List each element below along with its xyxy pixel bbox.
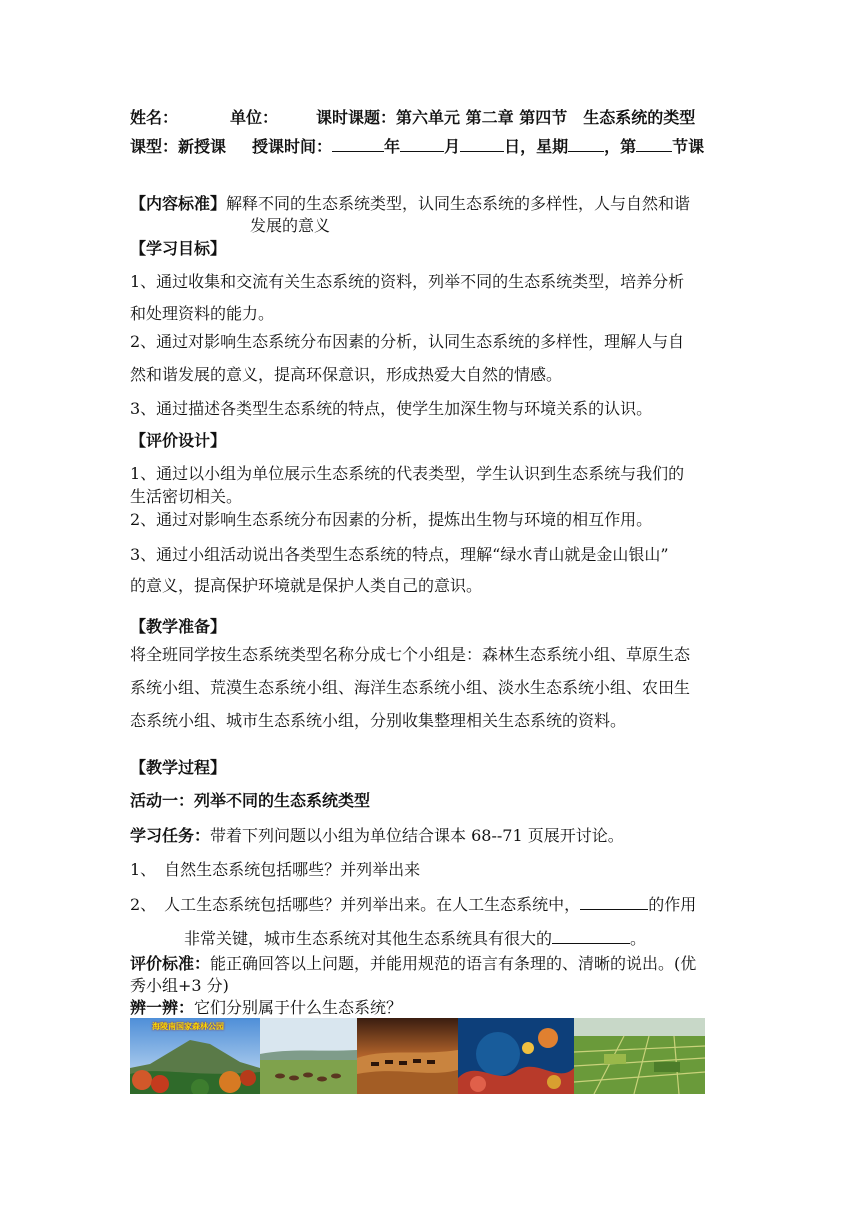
topic-label: 课时课题：: [316, 108, 397, 127]
day-label: 日，星期: [504, 137, 569, 156]
objectives-heading: 【学习目标】: [130, 239, 227, 258]
topic-value: 第六单元 第二章 第四节 生态系统的类型: [396, 108, 696, 127]
criteria-text-1: 能正确回答以上问题，并能用规范的语言有条理的、清晰的说出。(优: [210, 954, 697, 973]
identify-text: 它们分别属于什么生态系统？: [194, 998, 403, 1017]
question-2-blank-2: [552, 928, 630, 944]
identify-label: 辨一辨：: [130, 998, 195, 1017]
objective-line: 1、通过收集和交流有关生态系统的资料，列举不同的生态系统类型，培养分析: [130, 272, 685, 291]
evaluation-line: 3、通过小组活动说出各类型生态系统的特点，理解“绿水青山就是金山银山”: [130, 545, 669, 564]
content-standard-text-2: 发展的意义: [250, 216, 331, 235]
objective-line: 和处理资料的能力。: [130, 304, 275, 323]
ecosystem-photo-strip: [130, 1018, 705, 1094]
evaluation-line: 生活密切相关。: [130, 487, 243, 506]
name-label: 姓名：: [130, 108, 179, 127]
learning-task: [130, 826, 624, 846]
year-label: 年: [384, 137, 401, 156]
criteria: [130, 954, 696, 974]
forest-mountain-photo: [130, 1018, 260, 1094]
question-2-text-d: 。: [630, 929, 647, 948]
content-standard-text-1: 解释不同的生态系统类型，认同生态系统的多样性，人与自然和谐: [226, 194, 691, 213]
preparation-line: 将全班同学按生态系统类型名称分成七个小组是：森林生态系统小组、草原生态: [130, 645, 691, 664]
ocean-coral-photo: [458, 1018, 574, 1094]
evaluation-line: 2、通过对影响生态系统分布因素的分析，提炼出生物与环境的相互作用。: [130, 510, 653, 529]
content-standard-label: 【内容标准】: [130, 194, 227, 213]
header-line-2: [130, 136, 704, 157]
farmland-photo: [574, 1018, 705, 1094]
day-blank: [460, 136, 504, 152]
preparation-heading: 【教学准备】: [130, 617, 227, 636]
objective-line: 3、通过描述各类型生态系统的特点，使学生加深生物与环境关系的认识。: [130, 399, 653, 418]
task-label: 学习任务：: [130, 826, 211, 845]
criteria-label: 评价标准：: [130, 954, 211, 973]
unit-label: 单位：: [230, 108, 279, 127]
evaluation-line: 1、通过以小组为单位展示生态系统的代表类型，学生认识到生态系统与我们的: [130, 464, 685, 483]
activity-title: 活动一：列举不同的生态系统类型: [130, 791, 371, 810]
process-heading: 【教学过程】: [130, 758, 227, 777]
grassland-horses-photo: [260, 1018, 357, 1094]
period-blank: [636, 136, 672, 152]
period-suffix: 节课: [672, 137, 705, 156]
month-label: 月: [444, 137, 461, 156]
month-blank: [400, 136, 444, 152]
evaluation-heading: 【评价设计】: [130, 431, 227, 450]
header-line-1: [130, 108, 695, 128]
objective-line: 2、通过对影响生态系统分布因素的分析，认同生态系统的多样性，理解人与自: [130, 332, 685, 351]
preparation-line: 系统小组、荒漠生态系统小组、海洋生态系统小组、淡水生态系统小组、农田生: [130, 678, 691, 697]
objective-line: 然和谐发展的意义，提高环保意识，形成热爱大自然的情感。: [130, 365, 563, 384]
period-prefix: ，第: [604, 137, 637, 156]
type-value: 新授课: [178, 137, 227, 156]
criteria-text-2: 秀小组+3 分): [130, 976, 229, 995]
question-2-text-b: 的作用: [648, 895, 697, 914]
evaluation-line: 的意义，提高保护环境就是保护人类自己的意识。: [130, 576, 483, 595]
preparation-line: 态系统小组、城市生态系统小组，分别收集整理相关生态系统的资料。: [130, 711, 627, 730]
identify: [130, 998, 402, 1018]
task-text: 带着下列问题以小组为单位结合课本 68--71 页展开讨论。: [210, 826, 624, 845]
question-1: 1、 自然生态系统包括哪些？并列举出来: [130, 860, 421, 879]
question-2-text-a: 2、 人工生态系统包括哪些？并列举出来。在人工生态系统中，: [130, 895, 581, 914]
time-label: 授课时间：: [252, 137, 333, 156]
question-2-text-c: 非常关键，城市生态系统对其他生态系统具有很大的: [184, 929, 553, 948]
question-2-continued: [184, 928, 646, 949]
question-2-blank-1: [580, 894, 648, 910]
question-2: [130, 894, 696, 915]
photo-banner-text: 海陵南国家森林公园: [152, 1022, 224, 1031]
year-blank: [332, 136, 384, 152]
weekday-blank: [568, 136, 604, 152]
type-label: 课型：: [130, 137, 179, 156]
desert-camels-photo: [357, 1018, 458, 1094]
content-standard: [130, 194, 690, 214]
